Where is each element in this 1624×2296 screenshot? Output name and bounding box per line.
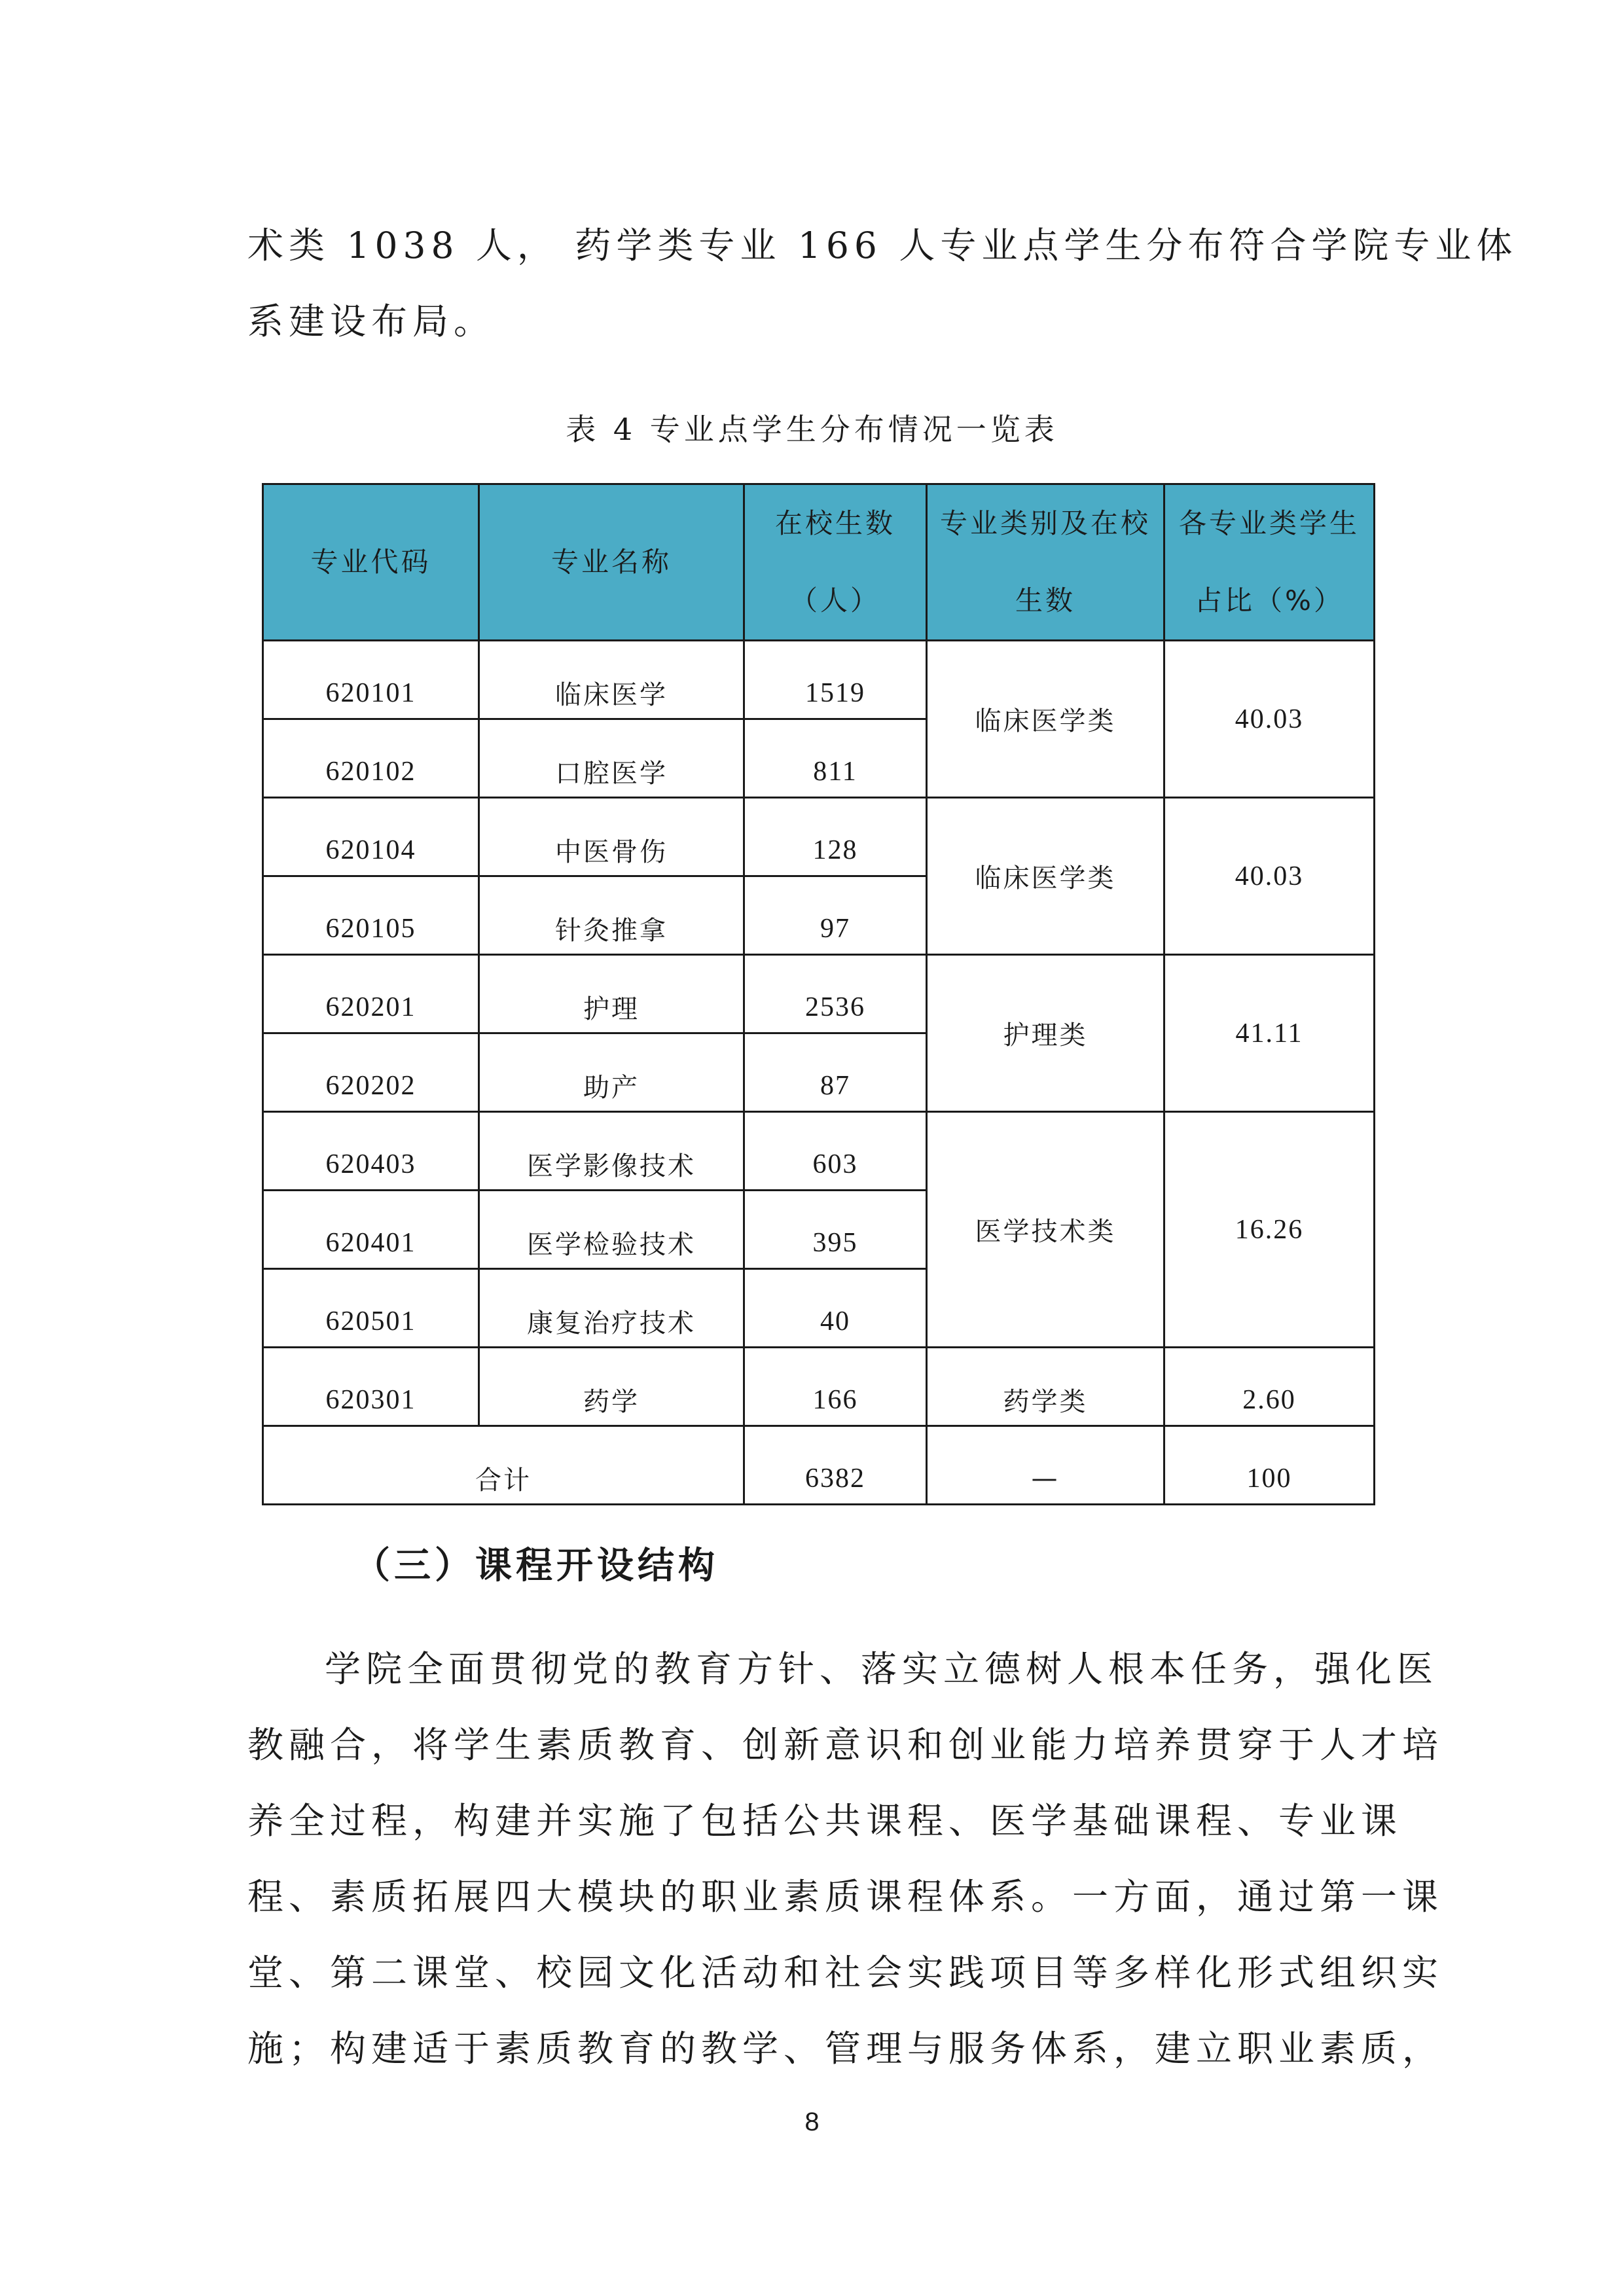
row-count: 2536 — [744, 955, 927, 1033]
row-name: 护理 — [479, 955, 744, 1033]
table-row — [263, 641, 1375, 719]
row-count: 97 — [744, 876, 927, 955]
row-count: 1519 — [744, 641, 927, 719]
group-category: 临床医学类 — [927, 798, 1164, 955]
body-line: 施；构建适于素质教育的教学、管理与服务体系，建立职业素质， — [247, 2028, 1444, 2070]
section-heading: （三）课程开设结构 — [353, 1545, 719, 1587]
table-row — [263, 798, 1375, 876]
body-line: 程、素质拓展四大模块的职业素质课程体系。一方面，通过第一课 — [247, 1876, 1444, 1918]
header-ratio: 各专业类学生 占比（%） — [1164, 484, 1375, 641]
table-caption: 表 4 专业点学生分布情况一览表 — [566, 412, 1058, 447]
row-name: 助产 — [479, 1033, 744, 1112]
row-count: 603 — [744, 1112, 927, 1191]
header-category: 专业类别及在校 生数 — [927, 484, 1164, 641]
row-count: 87 — [744, 1033, 927, 1112]
header-count: 在校生数 （人） — [744, 484, 927, 641]
group-ratio: 40.03 — [1164, 798, 1375, 955]
row-code: 620104 — [263, 798, 479, 876]
intro-line: 系建设布局。 — [247, 300, 496, 342]
total-ratio: 100 — [1164, 1426, 1375, 1505]
body-paragraph — [247, 1631, 1444, 2087]
table-row — [263, 1112, 1375, 1191]
row-code: 620501 — [263, 1269, 479, 1348]
row-name: 口腔医学 — [479, 719, 744, 798]
group-category: 医学技术类 — [927, 1112, 1164, 1348]
row-count: 40 — [744, 1269, 927, 1348]
intro-paragraph — [247, 207, 1518, 359]
group-ratio: 41.11 — [1164, 955, 1375, 1112]
body-line: 养全过程，构建并实施了包括公共课程、医学基础课程、专业课 — [247, 1800, 1403, 1842]
group-ratio: 2.60 — [1164, 1348, 1375, 1426]
total-count: 6382 — [744, 1426, 927, 1505]
group-category: 药学类 — [927, 1348, 1164, 1426]
row-count: 166 — [744, 1348, 927, 1426]
group-ratio: 16.26 — [1164, 1112, 1375, 1348]
row-name: 针灸推拿 — [479, 876, 744, 955]
intro-line: 术类 1038 人， 药学类专业 166 人专业点学生分布符合学院专业体 — [247, 224, 1518, 266]
group-ratio: 40.03 — [1164, 641, 1375, 798]
student-distribution-table — [262, 483, 1375, 1505]
row-count: 128 — [744, 798, 927, 876]
body-line: 学院全面贯彻党的教育方针、落实立德树人根本任务，强化医 — [325, 1648, 1439, 1690]
row-name: 医学检验技术 — [479, 1191, 744, 1269]
row-code: 620105 — [263, 876, 479, 955]
table-header-row — [263, 484, 1375, 641]
row-count: 395 — [744, 1191, 927, 1269]
row-name: 医学影像技术 — [479, 1112, 744, 1191]
row-code: 620102 — [263, 719, 479, 798]
header-name: 专业名称 — [479, 484, 744, 641]
row-name: 临床医学 — [479, 641, 744, 719]
header-code: 专业代码 — [263, 484, 479, 641]
group-category: 护理类 — [927, 955, 1164, 1112]
row-code: 620403 — [263, 1112, 479, 1191]
row-name: 康复治疗技术 — [479, 1269, 744, 1348]
row-count: 811 — [744, 719, 927, 798]
body-line: 教融合，将学生素质教育、创新意识和创业能力培养贯穿于人才培 — [247, 1724, 1444, 1766]
row-name: 药学 — [479, 1348, 744, 1426]
page-number: 8 — [804, 2108, 820, 2136]
row-code: 620301 — [263, 1348, 479, 1426]
body-line: 堂、第二课堂、校园文化活动和社会实践项目等多样化形式组织实 — [247, 1952, 1444, 1994]
total-label: 合计 — [263, 1426, 744, 1505]
row-code: 620201 — [263, 955, 479, 1033]
group-category: 临床医学类 — [927, 641, 1164, 798]
total-category: — — [927, 1426, 1164, 1505]
table-row — [263, 1348, 1375, 1426]
row-name: 中医骨伤 — [479, 798, 744, 876]
row-code: 620202 — [263, 1033, 479, 1112]
row-code: 620401 — [263, 1191, 479, 1269]
row-code: 620101 — [263, 641, 479, 719]
table-total-row — [263, 1426, 1375, 1505]
table-row — [263, 955, 1375, 1033]
